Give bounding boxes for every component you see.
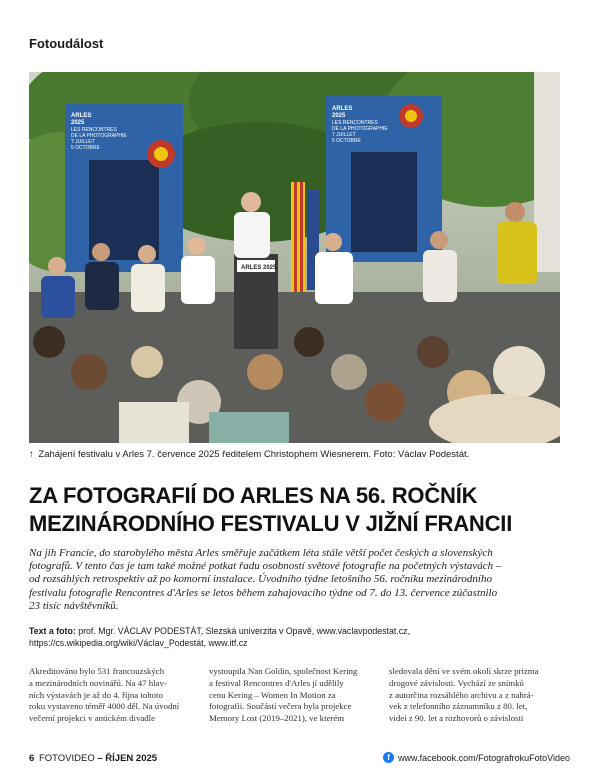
poster-right [326, 96, 442, 262]
poster-right-line-2: 2025 [332, 113, 346, 119]
body-line: večerní projekci v antickém divadle [29, 713, 156, 724]
body-line: ních výstavách je až do 4. října tohoto [29, 689, 163, 700]
body-line: vek z telefonního záznamníku z 80. let, [389, 701, 528, 712]
poster-right-line-4: DE LA PHOTOGRAPHIE [332, 126, 388, 132]
lead-line: 23 tisíc návštěvníků. [29, 599, 119, 612]
body-line: a festival Rencontres d'Arles jí udělily [209, 677, 344, 688]
headline-line-2: MEZINÁRODNÍHO FESTIVALU V JIŽNÍ FRANCII [29, 511, 513, 536]
poster-right-line-5: 7 JUILLET [332, 132, 356, 138]
poster-right-line-1: ARLES [332, 106, 353, 112]
body-line: z autorčina rozsáhlého archivu a z nahrá- [389, 689, 534, 700]
poster-left-line-2: 2025 [71, 120, 85, 126]
poster-left-line-6: 5 OCTOBRE [71, 145, 100, 151]
poster-left-line-3: LES RENCONTRES [71, 127, 117, 133]
credits-line-1: prof. Mgr. VÁCLAV PODESTÁT, Slezská univerzita v Opavě, www.vaclavpodestat.cz, [75, 626, 411, 636]
issue-date: ŘÍJEN 2025 [105, 753, 158, 764]
body-column-3 [389, 666, 539, 725]
page-footer [29, 753, 157, 764]
body-line: drogové závislosti. Vychází ze snímků [389, 677, 524, 688]
footer-dash: – [97, 753, 103, 764]
body-line: videí z 90. let a rozhovorů o závislosti [389, 713, 524, 724]
facebook-link[interactable] [383, 752, 570, 763]
festival-opening-photo [29, 72, 560, 443]
poster-left [65, 104, 183, 272]
body-column-2 [209, 666, 359, 725]
body-line: vystoupila Nan Goldin, společnost Kering [209, 666, 358, 676]
caption-arrow-icon: ↑ [29, 449, 34, 460]
credits-line-2: https://cs.wikipedia.org/wiki/Václav_Podestát, www.itf.cz [29, 638, 248, 648]
podium-label: ARLES 2025 [241, 265, 277, 271]
article-headline [29, 482, 574, 538]
poster-right-line-6: 5 OCTOBRE [332, 138, 361, 144]
poster-left-line-5: 7 JUILLET [71, 139, 95, 145]
page-number: 6 [29, 753, 35, 764]
body-line: sledovala dění ve svém okolí skrze prizma [389, 666, 539, 676]
body-line: roku vystaveno téměř 4000 děl. Na úvodní [29, 701, 180, 712]
magazine-name: FOTOVIDEO [38, 753, 95, 764]
facebook-url[interactable]: www.facebook.com/FotografrokuFotoVideo [398, 752, 570, 763]
headline-line-1: ZA FOTOGRAFIÍ DO ARLES NA 56. ROČNÍK [29, 483, 478, 508]
credits-label: Text a foto: [29, 626, 76, 636]
lead-line: Na jih Francie, do starobylého města Arles směřuje začátkem léta stále větší počet českých a slovenských [29, 547, 493, 559]
body-line: fotografii. Součástí večera byla projekce [209, 701, 352, 712]
poster-left-line-4: DE LA PHOTOGRAPHIE [71, 133, 127, 139]
lead-line: od rozsáhlých retrospektiv až po komorní instalace. Úvodního týdne letošního 56. ročníku mezinárodního [29, 573, 492, 586]
body-column-1 [29, 666, 179, 725]
lead-line: fotografů. V tento čas je tam také možné potkat řadu osobností světové fotografie na početných výstavách – [29, 560, 502, 573]
poster-left-line-1: ARLES [71, 113, 92, 119]
caption-text: Zahájení festivalu v Arles 7. července 2025 ředitelem Christophem Wiesnerem. Foto: Václav Podestát. [38, 449, 470, 460]
body-line: Akreditováno bylo 531 francouzských [29, 666, 165, 676]
article-credits [29, 625, 560, 649]
facebook-icon: f [383, 752, 394, 763]
body-line: cenu Kering – Women In Motion za [209, 689, 336, 700]
section-label: Fotoudálost [29, 36, 104, 51]
poster-right-line-3: LES RENCONTRES [332, 120, 378, 126]
body-line: Memory Lost (2019–2021), ve kterém [209, 713, 345, 724]
photo-caption [29, 449, 560, 460]
article-lead [29, 547, 560, 613]
lead-line: festivalu fotografie Rencontres d'Arles se letos během zahajovacího týdne od 7. do 13. července zúčastnilo [29, 586, 498, 599]
body-line: a mezinárodních novinářů. Na 47 hlav- [29, 677, 167, 688]
